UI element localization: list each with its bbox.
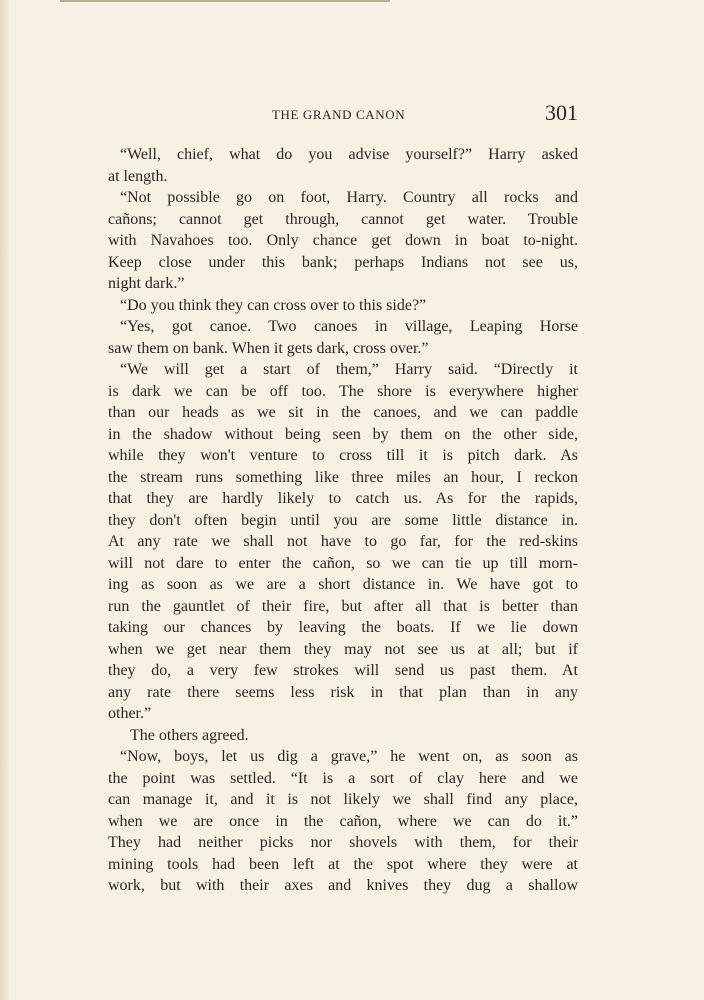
text-line: saw them on bank. When it gets dark, cross over.” (108, 339, 429, 357)
text-line: “Yes, got canoe. Two canoes in village, Leaping Horse (120, 318, 578, 335)
text-line: the point was settled. “It is a sort of clay here and we (108, 769, 578, 787)
text-line: “We will get a start of them,” Harry said. “Directly it (120, 361, 578, 378)
text-line: night dark.” (108, 275, 185, 292)
page-header (108, 100, 578, 128)
body-text (108, 144, 578, 897)
text-line: will not dare to enter the cañon, so we can tie up till morn- (108, 554, 578, 572)
text-line: they do, a very few strokes will send us past them. At (108, 662, 578, 679)
text-line: in the shadow without being seen by them on the other side, (108, 425, 578, 443)
text-line: when we are once in the cañon, where we can do it.” (108, 812, 578, 830)
text-line: cañons; cannot get through, cannot get water. Trouble (108, 210, 578, 228)
page-edge (0, 0, 9, 1000)
text-line: “Now, boys, let us dig a grave,” he went on, as soon as (120, 748, 578, 765)
text-line: any rate there seems less risk in that plan than in any (108, 683, 578, 701)
text-line: other.” (108, 705, 152, 722)
text-line: The others agreed. (130, 726, 249, 744)
text-line: can manage it, and it is not likely we shall find any place, (108, 791, 578, 808)
running-title: THE GRAND CANON (272, 107, 406, 122)
page-number: 301 (545, 100, 578, 125)
text-line: work, but with their axes and knives they dug a shallow (108, 877, 578, 894)
text-line: the stream runs something like three miles an hour, I reckon (108, 468, 578, 486)
text-line: is dark we can be off too. The shore is everywhere higher (108, 382, 578, 400)
text-line: they don't often begin until you are some little distance in. (108, 511, 578, 529)
text-line: They had neither picks nor shovels with them, for their (108, 834, 578, 851)
text-line: at length. (108, 167, 168, 185)
text-line: with Navahoes too. Only chance get down in boat to-night. (108, 232, 578, 249)
text-line: mining tools had been left at the spot where they were at (108, 855, 578, 873)
text-line: At any rate we shall not have to go far, for the red-skins (108, 533, 578, 550)
top-rule (60, 0, 390, 2)
text-line: when we get near them they may not see us at all; but if (108, 640, 578, 658)
text-line: than our heads as we sit in the canoes, and we can paddle (108, 404, 578, 421)
text-line: “Do you think they can cross over to this side?” (120, 296, 427, 314)
text-line: run the gauntlet of their fire, but after all that is better than (108, 597, 578, 615)
text-line: that they are hardly likely to catch us. As for the rapids, (108, 490, 578, 507)
text-line: taking our chances by leaving the boats. If we lie down (108, 619, 578, 636)
text-line: while they won't venture to cross till it is pitch dark. As (108, 447, 578, 464)
text-line: “Not possible go on foot, Harry. Country all rocks and (120, 189, 578, 206)
text-line: Keep close under this bank; perhaps Indians not see us, (108, 253, 578, 271)
text-line: ing as soon as we are a short distance in. We have got to (108, 576, 578, 593)
text-line: “Well, chief, what do you advise yourself?” Harry asked (120, 146, 578, 163)
